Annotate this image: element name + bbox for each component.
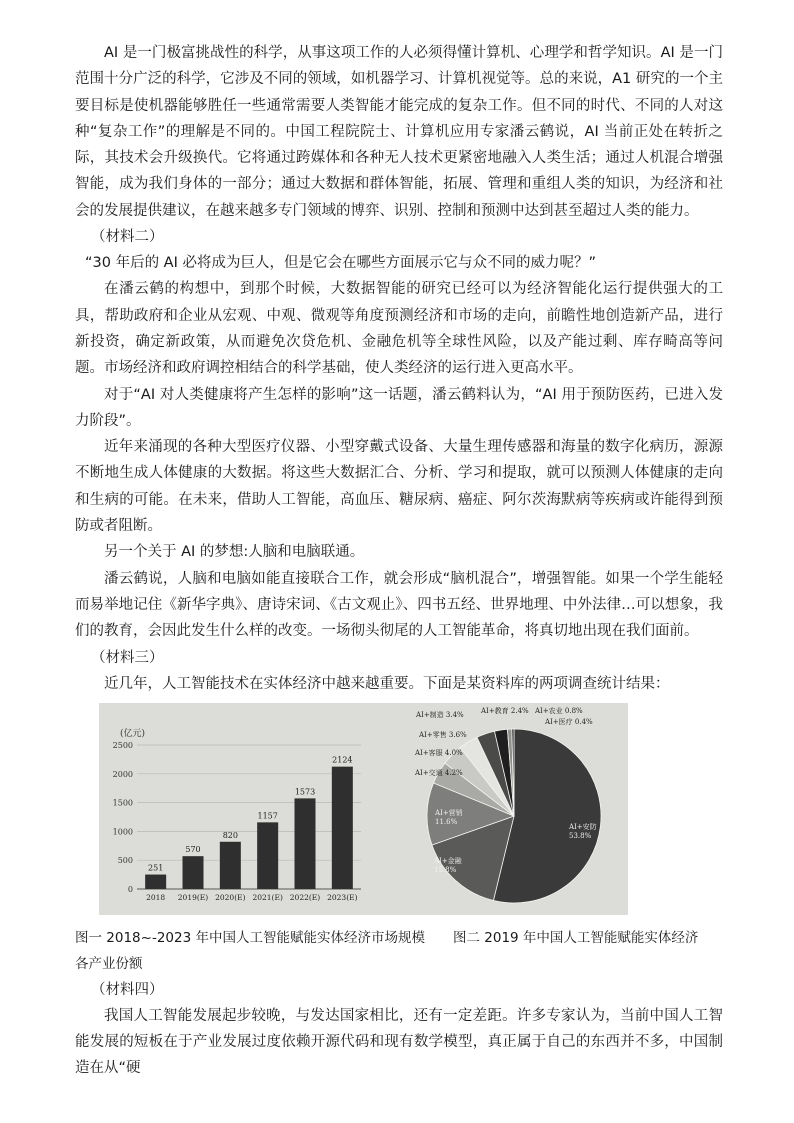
bar-chart-category-label: 2019(E) (177, 892, 209, 902)
bar-chart-value-label: 1573 (294, 787, 316, 797)
bar-chart-y-tick-label: 2500 (112, 740, 133, 750)
material-4-paragraph-1: 我国人工智能发展起步较晚，与发达国家相比，还有一定差距。许多专家认为，当前中国人工智能发展的短板在于产业发展过度依赖开源代码和现有数学模型，真正属于自己的东西并不多，中国制造在从“硬 (75, 1007, 723, 1077)
bar-chart-y-tick-label: 1500 (112, 798, 133, 808)
bar-chart-category-label: 2020(E) (215, 892, 246, 902)
material-2-paragraph-2: 对于“AI 对人类健康将产生怎样的影响”这一话题，潘云鹤料认为，“AI 用于预防医药，已进入发力阶段”。 (75, 386, 723, 429)
bar-chart-bar (183, 856, 204, 889)
figure-2-caption-continued: 各产业份额 (75, 955, 143, 972)
bar-chart-bar (220, 842, 241, 889)
material-2-paragraph-4: 另一个关于 AI 的梦想:人脑和电脑联通。 (104, 544, 365, 561)
material-2-heading: （材料二） (91, 229, 164, 246)
bar-chart-y-tick-label: 1000 (112, 827, 133, 837)
pie-chart-slice-percent: 53.8% (569, 831, 592, 840)
bar-chart-value-label: 1157 (257, 811, 278, 821)
figure-2-caption: 图二 2019 年中国人工智能赋能实体经济 (452, 929, 699, 946)
pie-chart-slice-label: AI+医疗 0.4% (545, 717, 593, 726)
bar-chart (113, 727, 361, 902)
pie-chart-slice-label: AI+教育 2.4% (481, 706, 529, 715)
bar-chart-category-label: 2023(E) (327, 892, 358, 902)
intro-paragraph: AI 是一门极富挑战性的科学，从事这项工作的人必须得懂计算机、心理学和哲学知识。AI 是一门范围十分广泛的科学，它涉及不同的领域，如机器学习、计算机视觉等。总的来说，A1 研究的一个主要目标是使机器能够胜任一些通常需要人类智能才能完成的复杂工作。但不同的时代、不同的人对这种“复杂工作”的理解是不同的。中国工程院院士、计算机应用专家潘云鹤说，AI 当前正处在转折之际，其技术会升级换代。它将通过跨媒体和各种无人技术更紧密地融入人类生活；通过人机混合增强智能，成为我们身体的一部分；通过大数据和群体智能，拓展、管理和重组人类的知识，为经济和社会的发展提供建议，在越来越多专门领域的博弈、识别、控制和预测中达到甚至超过人类的能力。 (75, 45, 723, 219)
bar-chart-value-label: 2124 (332, 755, 353, 765)
material-2-quote: “30 年后的 AI 必将成为巨人，但是它会在哪些方面展示它与众不同的威力呢？” (85, 255, 596, 272)
bar-chart-bar (257, 822, 278, 889)
pie-chart-slice-label: AI+制造 3.4% (416, 710, 464, 719)
charts-svg (99, 703, 628, 915)
bar-chart-unit-label: (亿元) (120, 728, 146, 739)
pie-chart-slice-percent: 15.8% (434, 865, 457, 874)
document-page (75, 40, 723, 1082)
material-2-paragraph-1: 在潘云鹤的构想中，到那个时候，大数据智能的研究已经可以为经济智能化运行提供强大的工具，帮助政府和企业从宏观、中观、微观等角度预测经济和市场的走向，前瞻性地创造新产品，进行新投资，确定新政策，从而避免次贷危机、金融危机等全球性风险，以及产能过剩、库存畸高等问题。市场经济和政府调控相结合的科学基础，使人类经济的运行进入更高水平。 (75, 281, 723, 377)
bar-chart-category-label: 2018 (146, 892, 166, 902)
bar-chart-y-tick-label: 500 (117, 856, 133, 866)
bar-chart-category-label: 2022(E) (289, 892, 321, 902)
material-2-paragraph-5: 潘云鹤说，人脑和电脑如能直接联合工作，就会形成“脑机混合”，增强智能。如果一个学生能轻而易举地记住《新华字典》、唐诗宋词、《古文观止》、四书五经、世界地理、中外法律…可以想象，我们的教育，会因此发生什么样的改变。一场彻头彻尾的人工智能革命，将真切地出现在我们面前。 (75, 570, 723, 640)
bar-chart-value-label: 820 (222, 830, 238, 840)
bar-chart-y-tick-label: 0 (127, 884, 133, 894)
statistics-figure-photo (99, 703, 628, 915)
bar-chart-y-tick-label: 2000 (112, 769, 133, 779)
bar-chart-bar (295, 798, 316, 889)
pie-chart-slice-label: AI+客服 4.0% (415, 748, 463, 757)
material-3-heading: （材料三） (91, 649, 164, 666)
pie-chart-slice-label: AI+交通 4.2% (415, 768, 463, 777)
bar-chart-bar (332, 766, 353, 888)
material-4-heading: （材料四） (91, 981, 164, 998)
bar-chart-value-label: 251 (148, 863, 164, 873)
pie-chart-slice-percent: 11.6% (435, 817, 458, 826)
pie-chart-slice-label: AI+安防 (569, 822, 597, 831)
pie-chart-slice-label: AI+零售 3.6% (419, 730, 467, 739)
pie-chart-slice-label: AI+农业 0.8% (535, 706, 583, 715)
figure-1-caption: 图一 2018~-2023 年中国人工智能赋能实体经济市场规模 (75, 929, 425, 946)
figure-captions (75, 925, 723, 977)
bar-chart-value-label: 570 (185, 844, 201, 854)
material-2-paragraph-3: 近年来涌现的各种大型医疗仪器、小型穿戴式设备、大量生理传感器和海量的数字化病历，源源不断地生成人体健康的大数据。将这些大数据汇合、分析、学习和提取，就可以预测人体健康的走向和生病的可能。在未来，借助人工智能，高血压、糖尿病、癌症、阿尔茨海默病等疾病或许能得到预防或者阻断。 (75, 439, 723, 535)
bar-chart-category-label: 2021(E) (252, 892, 283, 902)
pie-chart (414, 706, 601, 903)
material-3-paragraph-1: 近几年，人工智能技术在实体经济中越来越重要。下面是某资料库的两项调查统计结果： (104, 675, 670, 692)
pie-chart-slice-label: AI+营销 (435, 808, 463, 817)
pie-chart-slice-label: AI+金融 (434, 856, 462, 865)
bar-chart-bar (145, 874, 166, 888)
